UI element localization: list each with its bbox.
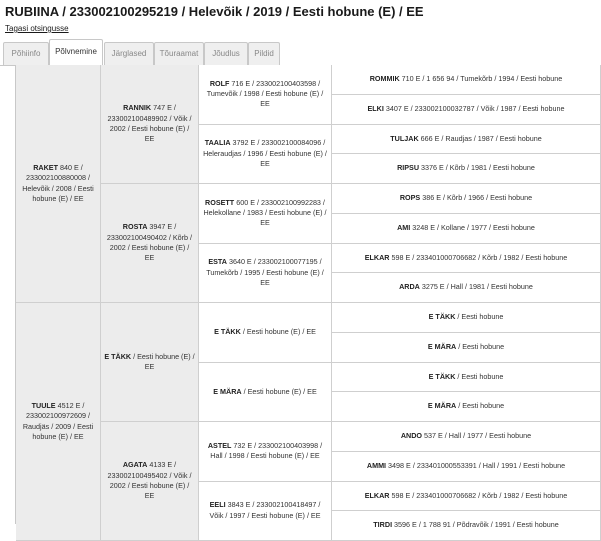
gen3-ancestor-cell bbox=[199, 363, 332, 423]
gen4-ancestor-cell bbox=[332, 303, 601, 333]
gen4-ancestor-cell bbox=[332, 65, 601, 95]
ancestor-details: 3843 E / 233002100418497 / Võik / 1997 / Eesti hobune (E) / EE bbox=[209, 500, 320, 519]
page-title: RUBIINA / 233002100295219 / Helevõik / 2019 / Eesti hobune (E) / EE bbox=[5, 4, 424, 19]
ancestor-name-link[interactable]: ELKI bbox=[367, 104, 383, 113]
ancestor-details: 3407 E / 233002100032787 / Võik / 1987 / Eesti hobune bbox=[384, 104, 565, 113]
gen2-ancestor-cell bbox=[101, 65, 199, 184]
ancestor-text bbox=[428, 342, 504, 352]
ancestor-text bbox=[367, 104, 564, 114]
ancestor-text bbox=[104, 460, 195, 502]
ancestor-text bbox=[429, 372, 504, 382]
ancestor-name-link[interactable]: TULJAK bbox=[390, 134, 418, 143]
gen4-ancestor-cell bbox=[332, 244, 601, 274]
tab-pildid[interactable]: Pildid bbox=[248, 42, 280, 65]
ancestor-details: 3498 E / 233401000553391 / Hall / 1991 / Eesti hobune bbox=[386, 461, 565, 470]
gen3-ancestor-cell bbox=[199, 244, 332, 304]
ancestor-name-link[interactable]: AGATA bbox=[123, 460, 147, 469]
gen3-ancestor-cell bbox=[199, 482, 332, 541]
gen2-ancestor-cell bbox=[101, 422, 199, 541]
ancestor-text bbox=[373, 520, 558, 530]
ancestor-name-link[interactable]: ELKAR bbox=[365, 253, 390, 262]
ancestor-details: 732 E / 233002100403998 / Hall / 1998 / Eesti hobune (E) / EE bbox=[210, 441, 322, 460]
ancestor-details: 3248 E / Kollane / 1977 / Eesti hobune bbox=[410, 223, 535, 232]
gen4-ancestor-cell bbox=[332, 333, 601, 363]
ancestor-name-link[interactable]: ROPS bbox=[400, 193, 420, 202]
back-to-search-link[interactable]: Tagasi otsingusse bbox=[5, 24, 69, 33]
ancestor-details: 3792 E / 233002100084096 / Heleraudjas / 1996 / Eesti hobune (E) / EE bbox=[203, 138, 327, 168]
ancestor-name-link[interactable]: ASTEL bbox=[208, 441, 232, 450]
ancestor-name-link[interactable]: E TÄKK bbox=[429, 312, 456, 321]
ancestor-name-link[interactable]: ROLF bbox=[210, 79, 230, 88]
ancestor-details: 3947 E / 233002100490402 / Kõrb / 2002 / Eesti hobune (E) / EE bbox=[107, 222, 192, 262]
ancestor-text bbox=[400, 193, 532, 203]
ancestor-details: 3596 E / 1 788 91 / Põdravõik / 1991 / Eesti hobune bbox=[392, 520, 559, 529]
ancestor-name-link[interactable]: RAKET bbox=[33, 163, 58, 172]
gen4-ancestor-cell bbox=[332, 422, 601, 452]
ancestor-text bbox=[397, 163, 535, 173]
gen3-ancestor-cell bbox=[199, 184, 332, 244]
ancestor-details: 600 E / 233002100992283 / Helekollane / 1983 / Eesti hobune (E) / EE bbox=[203, 198, 326, 228]
gen4-ancestor-cell bbox=[332, 452, 601, 482]
gen4-ancestor-cell bbox=[332, 482, 601, 512]
ancestor-name-link[interactable]: ESTA bbox=[208, 257, 227, 266]
ancestor-name-link[interactable]: TUULE bbox=[32, 401, 56, 410]
ancestor-text bbox=[397, 223, 535, 233]
gen4-ancestor-cell bbox=[332, 95, 601, 125]
ancestor-name-link[interactable]: AMI bbox=[397, 223, 410, 232]
ancestor-details: 3376 E / Kõrb / 1981 / Eesti hobune bbox=[419, 163, 535, 172]
ancestor-details: 3640 E / 233002100077195 / Tumekõrb / 1995 / Eesti hobune (E) / EE bbox=[206, 257, 324, 287]
ancestor-name-link[interactable]: ANDO bbox=[401, 431, 422, 440]
tab-polvnemine[interactable]: Põlvnemine bbox=[49, 39, 103, 66]
gen1-ancestor-cell bbox=[16, 65, 101, 303]
ancestor-text bbox=[401, 431, 531, 441]
gen4-ancestor-cell bbox=[332, 214, 601, 244]
ancestor-text bbox=[104, 103, 195, 145]
ancestor-text bbox=[202, 138, 328, 169]
ancestor-text bbox=[19, 163, 97, 205]
ancestor-name-link[interactable]: E MÄRA bbox=[428, 401, 456, 410]
ancestor-text bbox=[428, 401, 504, 411]
ancestor-text bbox=[202, 441, 328, 462]
ancestor-name-link[interactable]: AMMI bbox=[367, 461, 386, 470]
ancestor-details: / Eesti hobune bbox=[456, 342, 504, 351]
ancestor-text bbox=[202, 500, 328, 521]
tab-pohiinfo[interactable]: Põhiinfo bbox=[3, 42, 49, 65]
ancestor-text bbox=[202, 79, 328, 110]
tab-bar bbox=[0, 39, 600, 66]
ancestor-text bbox=[370, 74, 563, 84]
ancestor-details: 716 E / 233002100403598 / Tumevõik / 1998 / Eesti hobune (E) / EE bbox=[207, 79, 323, 109]
gen4-ancestor-cell bbox=[332, 125, 601, 155]
ancestor-name-link[interactable]: EELI bbox=[210, 500, 226, 509]
ancestor-text bbox=[213, 387, 316, 397]
ancestor-details: 4133 E / 233002100495402 / Võik / 2002 / Eesti hobune (E) / EE bbox=[108, 460, 192, 500]
ancestor-name-link[interactable]: E TÄKK bbox=[429, 372, 456, 381]
gen2-ancestor-cell bbox=[101, 184, 199, 303]
ancestor-text bbox=[214, 327, 316, 337]
ancestor-name-link[interactable]: ROSTA bbox=[123, 222, 148, 231]
gen3-ancestor-cell bbox=[199, 422, 332, 482]
ancestor-name-link[interactable]: ROSETT bbox=[205, 198, 234, 207]
ancestor-text bbox=[365, 253, 568, 263]
gen3-ancestor-cell bbox=[199, 125, 332, 185]
gen3-ancestor-cell bbox=[199, 303, 332, 363]
ancestor-details: 386 E / Kõrb / 1966 / Eesti hobune bbox=[420, 193, 532, 202]
ancestor-name-link[interactable]: RANNIK bbox=[123, 103, 151, 112]
gen4-ancestor-cell bbox=[332, 511, 601, 541]
tab-touraamat[interactable]: Tõuraamat bbox=[154, 42, 204, 65]
gen3-ancestor-cell bbox=[199, 65, 332, 125]
ancestor-details: 666 E / Raudjas / 1987 / Eesti hobune bbox=[419, 134, 542, 143]
ancestor-text bbox=[104, 352, 195, 373]
ancestor-name-link[interactable]: ELKAR bbox=[365, 491, 390, 500]
tab-jarglased[interactable]: Järglased bbox=[104, 42, 154, 65]
ancestor-details: / Eesti hobune (E) / EE bbox=[241, 327, 316, 336]
ancestor-text bbox=[19, 401, 97, 443]
ancestor-name-link[interactable]: RIPSU bbox=[397, 163, 419, 172]
ancestor-details: / Eesti hobune bbox=[456, 401, 504, 410]
ancestor-text bbox=[367, 461, 565, 471]
gen4-ancestor-cell bbox=[332, 273, 601, 303]
ancestor-text bbox=[202, 198, 328, 229]
ancestor-name-link[interactable]: TIRDI bbox=[373, 520, 392, 529]
gen1-ancestor-cell bbox=[16, 303, 101, 541]
ancestor-details: / Eesti hobune (E) / EE bbox=[242, 387, 317, 396]
gen4-ancestor-cell bbox=[332, 154, 601, 184]
pedigree-table bbox=[15, 65, 601, 524]
ancestor-name-link[interactable]: E TÄKK bbox=[214, 327, 241, 336]
ancestor-name-link[interactable]: TAALIA bbox=[205, 138, 231, 147]
ancestor-name-link[interactable]: E TÄKK bbox=[104, 352, 131, 361]
gen4-ancestor-cell bbox=[332, 184, 601, 214]
ancestor-text bbox=[104, 222, 195, 264]
ancestor-name-link[interactable]: ARDA bbox=[399, 282, 420, 291]
ancestor-details: / Eesti hobune bbox=[455, 372, 503, 381]
tab-joudlus[interactable]: Jõudlus bbox=[204, 42, 248, 65]
ancestor-details: / Eesti hobune (E) / EE bbox=[131, 352, 195, 371]
ancestor-name-link[interactable]: E MÄRA bbox=[213, 387, 241, 396]
ancestor-details: 3275 E / Hall / 1981 / Eesti hobune bbox=[420, 282, 533, 291]
ancestor-details: 598 E / 233401000706682 / Kõrb / 1982 / Eesti hobune bbox=[389, 491, 567, 500]
gen4-ancestor-cell bbox=[332, 363, 601, 393]
ancestor-details: 840 E / 233002100880008 / Helevõik / 2008 / Eesti hobune (E) / EE bbox=[22, 163, 94, 203]
ancestor-details: 747 E / 233002100489902 / Võik / 2002 / Eesti hobune (E) / EE bbox=[108, 103, 192, 143]
ancestor-text bbox=[399, 282, 533, 292]
gen2-ancestor-cell bbox=[101, 303, 199, 422]
gen4-ancestor-cell bbox=[332, 392, 601, 422]
ancestor-details: 598 E / 233401000706682 / Kõrb / 1982 / Eesti hobune bbox=[389, 253, 567, 262]
ancestor-name-link[interactable]: ROMMIK bbox=[370, 74, 400, 83]
ancestor-name-link[interactable]: E MÄRA bbox=[428, 342, 456, 351]
ancestor-details: 710 E / 1 656 94 / Tumekõrb / 1994 / Eesti hobune bbox=[400, 74, 563, 83]
ancestor-details: 4512 E / 233002100972609 / Raudjäs / 2009 / Eesti hobune (E) / EE bbox=[23, 401, 93, 441]
ancestor-text bbox=[365, 491, 568, 501]
ancestor-text bbox=[202, 257, 328, 288]
ancestor-details: 537 E / Hall / 1977 / Eesti hobune bbox=[422, 431, 531, 440]
ancestor-text bbox=[390, 134, 541, 144]
ancestor-details: / Eesti hobune bbox=[455, 312, 503, 321]
ancestor-text bbox=[429, 312, 504, 322]
